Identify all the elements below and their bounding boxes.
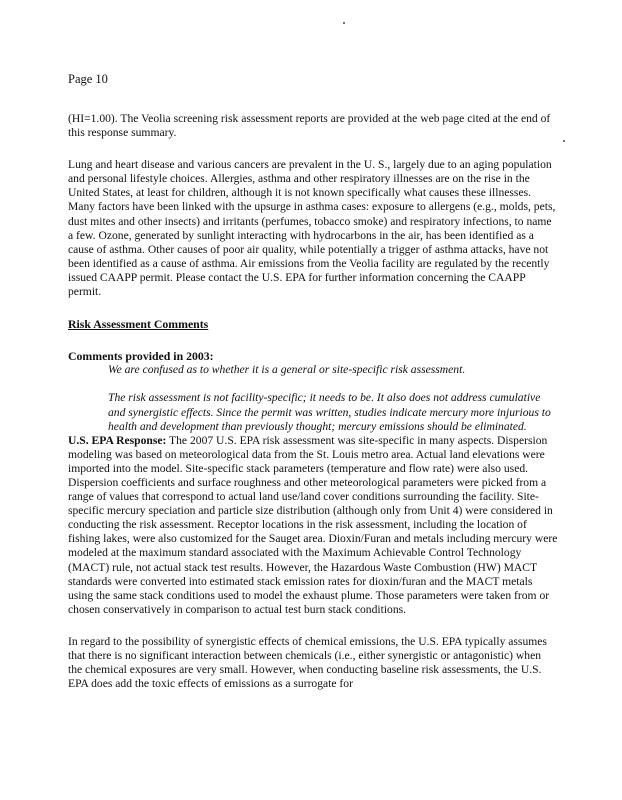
epa-response-text: The 2007 U.S. EPA risk assessment was site-specific in many aspects. Dispersion modeling was based on meteorological data from the St. Louis metro area. Actual land elevations were imported into the model. Site-specific stack parameters (temperature and flow rate) were also used. Dispersion coefficients and surface roughness and other meteorological parameters were picked from a range of values that correspond to actual land use/land cover conditions surrounding the facility. Site-specific mercury speciation and particle size distribution (although only from Unit 4) were considered in conducting the risk assessment. Receptor locations in the risk assessment, including the location of fishing lakes, were also customized for the Sauget area. Dioxin/Furan and metals including mercury were modeled at the maximum standard associated with the Maximum Achievable Control Technology (MACT) rule, not actual stack test results. However, the Hazardous Waste Combustion (HW) MACT standards were converted into estimated stack emission rates for dioxin/furan and the MACT metals using the same stack conditions used to model the exhaust plume. Those parameters were taken from or chosen conservatively in comparison to actual test burn stack conditions. [68, 433, 558, 616]
comment-quote-facility-specific: The risk assessment is not facility-specific; it needs to be. It also does not address cumulative and synergistic effects. Since the permit was written, studies indicate mercury more injurious to health and development than previously thought; mercury emissions should be eliminated. [108, 391, 551, 433]
comments-2003-heading: Comments provided in 2003: [68, 349, 214, 364]
epa-response-label: U.S. EPA Response: [68, 433, 167, 447]
comment-quote-general-vs-site: We are confused as to whether it is a general or site-specific risk assessment. [108, 363, 466, 377]
section-heading-risk-assessment: Risk Assessment Comments [68, 317, 209, 332]
page-number: Page 10 [68, 72, 108, 86]
scan-speck [563, 140, 565, 142]
paragraph-hi-reference: (HI=1.00). The Veolia screening risk assessment reports are provided at the web page cited at the end of this response summary. [68, 112, 551, 140]
epa-response-paragraph [68, 434, 558, 617]
paragraph-health-causes: Lung and heart disease and various cancers are prevalent in the U. S., largely due to an aging population and personal lifestyle choices. Allergies, asthma and other respiratory illnesses are on the rise in the United States, at least for children, although it is not known specifically what causes these illnesses. Many factors have been linked with the upsurge in asthma cases: exposure to allergens (e.g., molds, pets, dust mites and other insects) and irritants (perfumes, tobacco smoke) and respiratory infections, to name a few. Ozone, generated by sunlight interacting with hydrocarbons in the air, has been identified as a cause of asthma. Other causes of poor air quality, while potentially a trigger of asthma attacks, have not been identified as a cause of asthma. Air emissions from the Veolia facility are regulated by the recently issued CAAPP permit. Please contact the U.S. EPA for further information concerning the CAAPP permit. [68, 158, 556, 299]
document-body [68, 112, 558, 709]
scan-speck [343, 22, 345, 24]
paragraph-synergistic-effects: In regard to the possibility of synergistic effects of chemical emissions, the U.S. EPA typically assumes that there is no significant interaction between chemicals (i.e., either synergistic or antagonistic) when the chemical exposures are very small. However, when conducting baseline risk assessments, the U.S. EPA does add the toxic effects of emissions as a surrogate for [68, 634, 547, 691]
